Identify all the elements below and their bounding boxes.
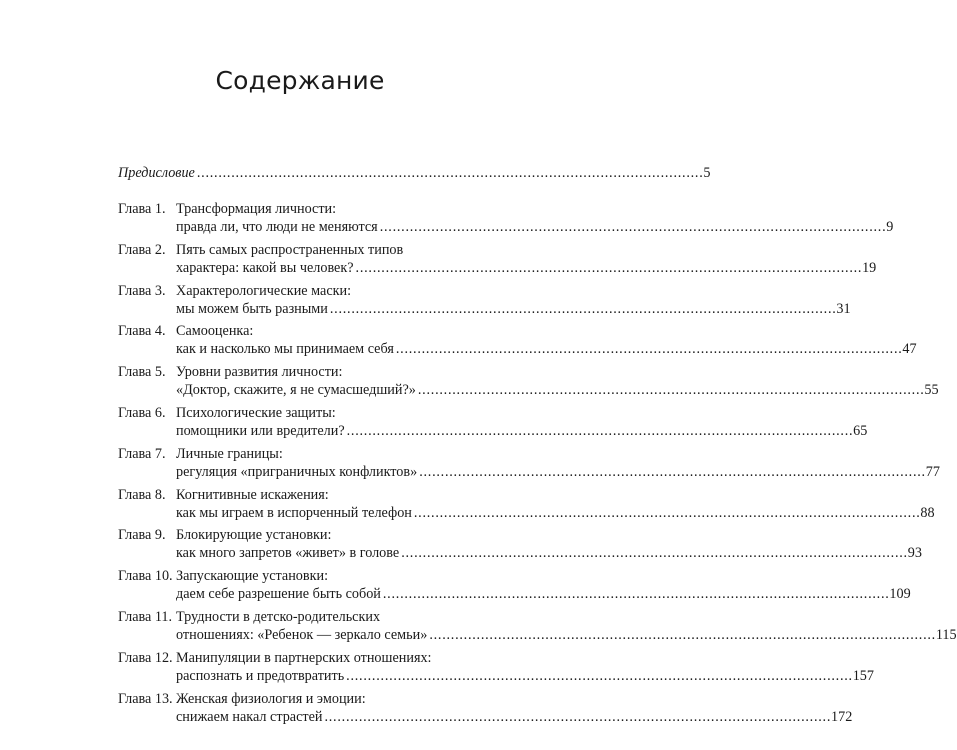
dot-leader xyxy=(330,300,835,318)
chapter-title xyxy=(176,404,867,440)
chapter-title-line1: Психологические защиты: xyxy=(176,404,336,421)
chapter-label: Глава 12. xyxy=(118,649,173,666)
chapter-label: Глава 2. xyxy=(118,241,166,258)
chapter-title-line2: помощники или вредители? xyxy=(176,422,345,439)
chapter-label: Глава 3. xyxy=(118,282,166,299)
chapter-title-line1: Запускающие установки: xyxy=(176,568,329,585)
page-number: 157 xyxy=(852,667,874,684)
toc-entry-chapter xyxy=(118,282,851,318)
chapter-title-line1: Личные границы: xyxy=(176,445,283,462)
chapter-label: Глава 13. xyxy=(118,690,173,707)
chapter-title-line2: регуляция «приграничных конфликтов» xyxy=(176,463,418,480)
chapter-title xyxy=(176,200,893,236)
dot-leader xyxy=(346,667,851,685)
toc-entry-chapter xyxy=(118,486,935,522)
toc-entry-chapter xyxy=(118,608,957,644)
dot-leader xyxy=(419,463,924,481)
toc-entry-chapter xyxy=(118,241,877,277)
chapter-label: Глава 8. xyxy=(118,486,166,503)
chapter-title-line2: правда ли, что люди не меняются xyxy=(176,219,378,235)
chapter-title xyxy=(176,526,922,562)
chapter-title-line1: Характерологические маски: xyxy=(176,282,352,299)
toc-entry-chapter xyxy=(118,322,917,358)
page-number: 19 xyxy=(862,259,877,276)
chapter-title-line2: мы можем быть разными xyxy=(176,300,328,317)
page-number: 9 xyxy=(886,219,894,235)
chapter-title-line2: как мы играем в испорченный телефон xyxy=(176,504,412,521)
dot-leader xyxy=(380,218,885,236)
chapter-title xyxy=(176,445,940,481)
chapter-title xyxy=(176,486,935,522)
chapter-title-line1: Блокирующие установки: xyxy=(176,527,332,544)
page-number: 31 xyxy=(836,300,851,317)
chapter-title-line2: даем себе разрешение быть собой xyxy=(176,586,381,603)
chapter-title xyxy=(176,241,876,277)
dot-leader xyxy=(324,708,829,726)
page-number: 88 xyxy=(920,504,935,521)
toc-entry-chapter xyxy=(118,404,868,440)
page-number: 172 xyxy=(831,708,853,725)
chapter-label: Глава 11. xyxy=(118,608,173,625)
chapter-label: Глава 1. xyxy=(118,201,166,217)
page-number: 65 xyxy=(853,422,868,439)
chapter-label: Глава 4. xyxy=(118,323,166,340)
dot-leader xyxy=(383,585,888,603)
page-number: 109 xyxy=(889,586,911,603)
chapter-title-line1: Когнитивные искажения: xyxy=(176,486,329,503)
chapter-title-line1: Пять самых распространенных типов xyxy=(176,241,404,258)
table-of-contents xyxy=(118,164,957,730)
chapter-title-line2: характера: какой вы человек? xyxy=(176,259,354,276)
chapter-title-line2: как и насколько мы принимаем себя xyxy=(176,341,394,358)
chapter-title xyxy=(176,608,957,644)
dot-leader xyxy=(347,422,852,440)
toc-entry-chapter xyxy=(118,200,894,236)
page-number: 93 xyxy=(907,545,922,562)
dot-leader xyxy=(414,504,919,522)
chapter-title-line1: Уровни развития личности: xyxy=(176,364,343,381)
page-number: 77 xyxy=(925,463,940,480)
chapter-title xyxy=(176,282,851,318)
chapter-title xyxy=(176,567,911,603)
chapter-title-line1: Трансформация личности: xyxy=(176,201,337,217)
chapter-label: Глава 10. xyxy=(118,568,173,585)
dot-leader xyxy=(418,381,923,399)
chapter-title xyxy=(176,690,852,726)
chapter-label: Глава 6. xyxy=(118,404,166,421)
chapter-title-line2: «Доктор, скажите, я не сумасшедший?» xyxy=(176,382,416,399)
chapter-title-line1: Трудности в детско-родительских xyxy=(176,608,381,625)
chapter-title xyxy=(176,322,917,358)
chapter-title xyxy=(176,363,939,399)
page-number: 5 xyxy=(703,165,711,181)
chapter-title-line2: распознать и предотвратить xyxy=(176,667,345,684)
page-number: 55 xyxy=(924,382,939,399)
page-number: 115 xyxy=(935,626,957,643)
chapter-label: Глава 9. xyxy=(118,527,166,544)
toc-entry-chapter xyxy=(118,526,922,562)
page-title: Содержание xyxy=(215,66,385,95)
dot-leader xyxy=(401,544,906,562)
chapter-title-line2: как много запретов «живет» в голове xyxy=(176,545,400,562)
toc-entry-chapter xyxy=(118,690,853,726)
toc-entry-chapter xyxy=(118,567,911,603)
dot-leader xyxy=(197,164,702,182)
dot-leader xyxy=(429,626,934,644)
chapter-title-line1: Женская физиология и эмоции: xyxy=(176,690,366,707)
toc-entry-chapter xyxy=(118,649,874,685)
page-number: 47 xyxy=(902,341,917,358)
toc-entry-chapter xyxy=(118,445,940,481)
chapter-label: Глава 7. xyxy=(118,445,166,462)
toc-entry-preface xyxy=(118,164,711,182)
chapter-title-line1: Манипуляции в партнерских отношениях: xyxy=(176,649,432,666)
dot-leader xyxy=(396,340,901,358)
preface-title: Предисловие xyxy=(118,165,195,181)
chapter-title-line2: снижаем накал страстей xyxy=(176,708,323,725)
chapter-title xyxy=(176,649,874,685)
chapter-title-line1: Самооценка: xyxy=(176,323,254,340)
chapter-title-line2: отношениях: «Ребенок — зеркало семьи» xyxy=(176,626,428,643)
toc-entry-chapter xyxy=(118,363,939,399)
dot-leader xyxy=(356,259,861,277)
chapter-label: Глава 5. xyxy=(118,364,166,381)
